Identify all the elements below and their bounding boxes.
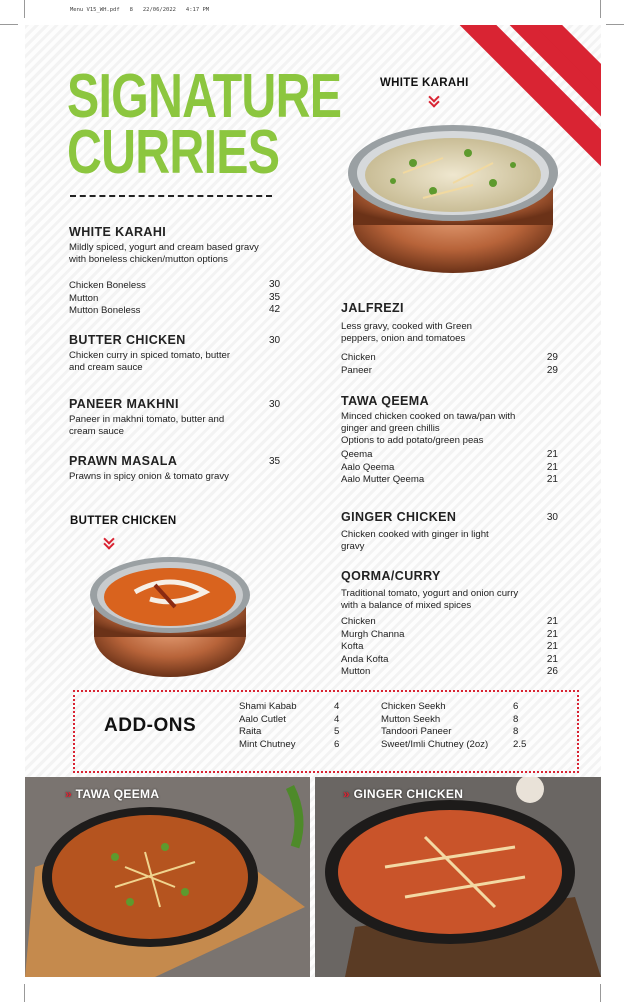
item-desc-prawn-masala: Prawns in spicy onion & tomato gravy [69, 471, 229, 482]
white-karahi-prices: 30 35 42 [269, 279, 281, 315]
tawa-qeema-options: Qeema Aalo Qeema Aalo Mutter Qeema [341, 449, 425, 485]
double-chevron-icon: » [343, 787, 350, 801]
item-price-prawn-masala: 35 [269, 456, 281, 467]
item-price-butter-chicken: 30 [269, 335, 281, 346]
item-desc-butter-chicken: Chicken curry in spiced tomato, butter and cream sauce [69, 350, 231, 373]
item-desc-tawa-qeema: Minced chicken cooked on tawa/pan with ginger and green chillis Options to add potato/green peas [341, 411, 516, 446]
tawa-qeema-prices: 21 21 21 [546, 449, 558, 485]
menu-page [25, 25, 601, 977]
item-desc-jalfrezi: Less gravy, cooked with Green peppers, onion and tomatoes [341, 321, 473, 344]
featured-caption-butter-chicken: BUTTER CHICKEN [70, 515, 177, 527]
title-divider [70, 195, 272, 197]
tawa-qeema-photo-art [25, 777, 310, 977]
photo-caption-tawa-qeema: » TAWA QEEMA [65, 787, 160, 801]
item-name-ginger-chicken: GINGER CHICKEN [341, 510, 457, 524]
ginger-chicken-photo-art [315, 777, 601, 977]
crop-mark [0, 24, 18, 25]
addons-title: ADD-ONS [104, 715, 197, 736]
item-desc-qorma: Traditional tomato, yogurt and onion curry with a balance of mixed spices [341, 588, 519, 611]
item-desc-paneer-makhni: Paneer in makhni tomato, butter and cream sauce [69, 414, 225, 437]
qorma-prices: 21 21 21 21 26 [546, 616, 558, 677]
file-header: Menu V15_WH.pdf 8 22/06/2022 4:17 PM [70, 7, 210, 13]
item-desc-ginger-chicken: Chicken cooked with ginger in light gravy [341, 529, 489, 552]
qorma-options: Chicken Murgh Channa Kofta Anda Kofta Mutton [341, 616, 405, 677]
item-name-paneer-makhni: PANEER MAKHNI [69, 397, 179, 411]
tawa-qeema-photo [25, 777, 310, 977]
item-price-ginger-chicken: 30 [546, 512, 558, 523]
butter-chicken-bowl-image [80, 547, 260, 682]
addons-col2-prices: 6 8 8 2.5 [513, 701, 527, 750]
addons-col1-labels: Shami Kabab Aalo Cutlet Raita Mint Chutney [239, 701, 297, 750]
ginger-chicken-photo [315, 777, 601, 977]
jalfrezi-prices: 29 29 [546, 352, 558, 376]
page-title: SIGNATURE CURRIES [67, 62, 342, 187]
double-chevron-icon: » [65, 787, 72, 801]
jalfrezi-options: Chicken Paneer [341, 352, 376, 376]
crop-mark [600, 0, 601, 18]
item-name-tawa-qeema: TAWA QEEMA [341, 394, 430, 408]
item-desc-white-karahi: Mildly spiced, yogurt and cream based gravy with boneless chicken/mutton options [69, 242, 259, 265]
crop-mark [24, 0, 25, 18]
item-name-jalfrezi: JALFREZI [341, 301, 404, 315]
item-name-white-karahi: WHITE KARAHI [69, 225, 167, 239]
addons-col2-labels: Chicken Seekh Mutton Seekh Tandoori Paneer Sweet/Imli Chutney (2oz) [381, 701, 489, 750]
photo-caption-ginger-chicken: » GINGER CHICKEN [343, 787, 464, 801]
item-name-prawn-masala: PRAWN MASALA [69, 454, 178, 468]
crop-mark [600, 984, 601, 1002]
item-name-butter-chicken: BUTTER CHICKEN [69, 333, 186, 347]
crop-mark [24, 984, 25, 1002]
item-name-qorma: QORMA/CURRY [341, 569, 441, 583]
addons-col1-prices: 4 4 5 6 [334, 701, 340, 750]
white-karahi-bowl-image [333, 113, 573, 278]
item-price-paneer-makhni: 30 [269, 399, 281, 410]
crop-mark [606, 24, 624, 25]
white-karahi-options: Chicken Boneless Mutton Mutton Boneless [69, 280, 146, 316]
featured-caption-white-karahi: WHITE KARAHI [380, 77, 469, 89]
